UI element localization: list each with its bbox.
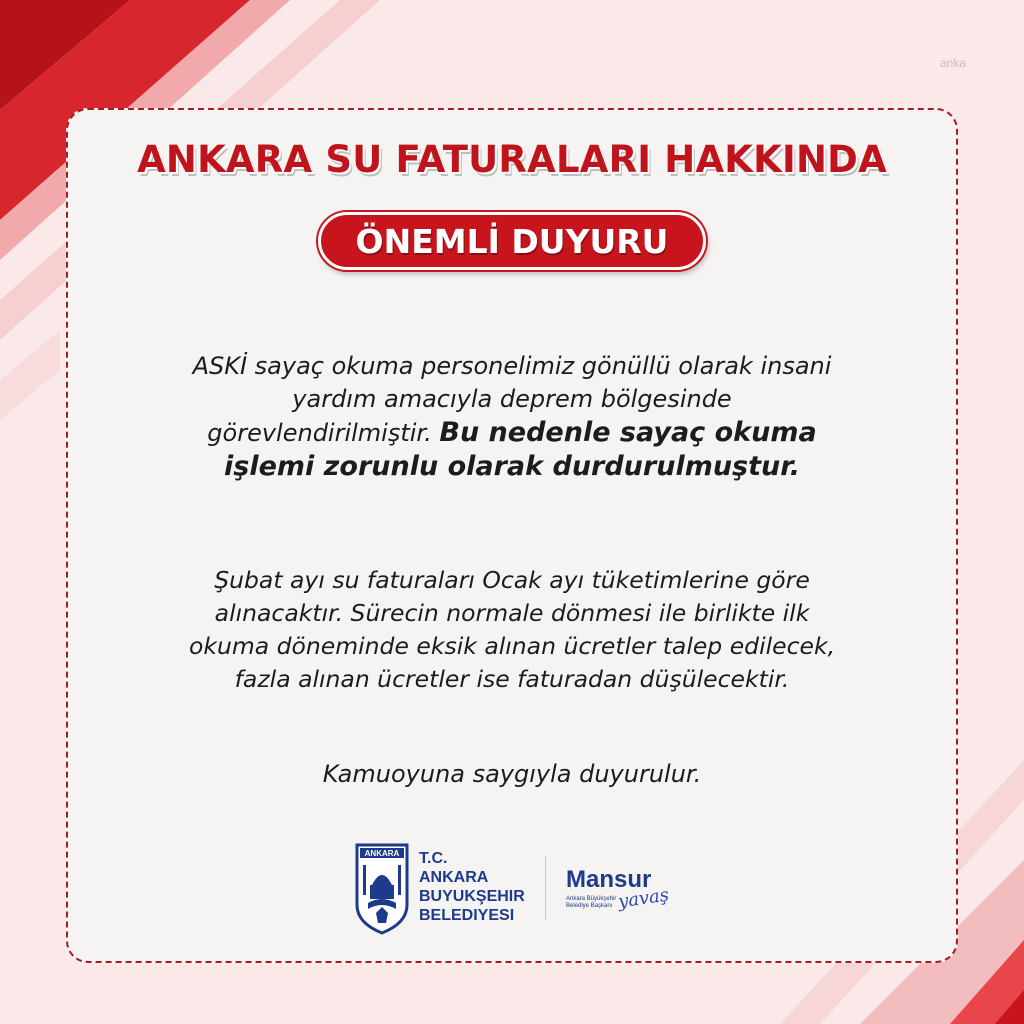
closing-line (100, 758, 924, 791)
closing-text: Kamuoyuna saygıyla duyurulur. (322, 760, 702, 788)
paragraph-1-line-3-normal: görevlendirilmiştir. (207, 419, 440, 447)
abb-line-4: BELEDIYESI (419, 907, 515, 924)
paragraph-1-line-2: yardım amacıyla deprem bölgesinde (292, 385, 732, 413)
municipality-name (419, 849, 525, 925)
mayor-title (566, 896, 616, 910)
paragraph-1-line-1: ASKİ sayaç okuma personelimiz gönüllü olarak insani (192, 352, 832, 380)
paragraph-2-line-4: fazla alınan ücretler ise faturadan düşülecektir. (234, 665, 790, 693)
important-notice-badge (318, 212, 706, 270)
badge-label: ÖNEMLİ DUYURU (355, 221, 669, 261)
mayor-name: Mansur (566, 866, 652, 893)
mayor-title-line-1: Ankara Büyükşehir (566, 896, 617, 902)
abb-line-3: BUYUKŞEHIR (419, 888, 525, 905)
paragraph-1-line-4-emphasis: işlemi zorunlu olarak durdurulmuştur. (224, 451, 800, 482)
paragraph-2-line-3: okuma döneminde eksik alınan ücretler talep edilecek, (188, 632, 836, 660)
mayor-signature: yavaş (616, 884, 671, 913)
paragraph-1-line-3-emphasis: Bu nedenle sayaç okuma (439, 417, 817, 448)
watermark-text: anka (939, 56, 966, 70)
abb-line-1: T.C. (419, 850, 448, 867)
paragraph-2 (100, 564, 924, 696)
ankara-municipality-logo-icon (354, 843, 410, 935)
paragraph-2-line-1: Şubat ayı su faturaları Ocak ayı tüketimlerine göre (214, 566, 810, 594)
mayor-title-line-2: Belediye Başkanı (566, 903, 613, 909)
abb-line-2: ANKARA (419, 869, 489, 886)
paragraph-2-line-2: alınacaktır. Sürecin normale dönmesi ile birlikte ilk (214, 599, 810, 627)
paragraph-1-line-3 (100, 416, 924, 450)
paragraph-1 (100, 350, 924, 483)
footer-divider (545, 856, 546, 920)
abb-logo-word: ANKARA (364, 849, 400, 858)
page-title: ANKARA SU FATURALARI HAKKINDA (137, 138, 887, 181)
